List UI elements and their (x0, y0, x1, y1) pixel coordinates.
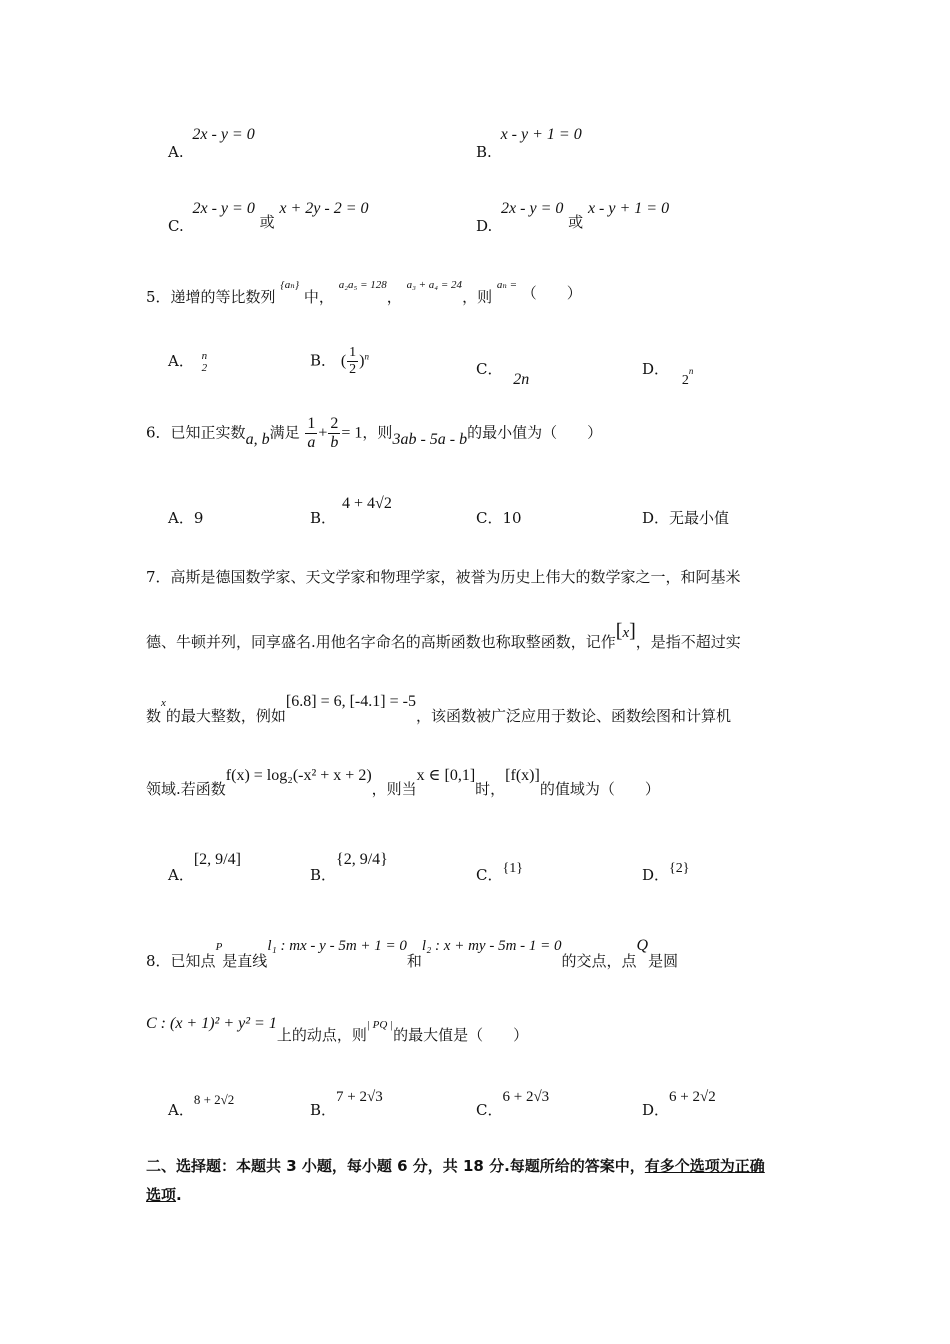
answer-paren: （ ） (521, 284, 582, 302)
option-value: 4 + 4√2 (342, 495, 392, 512)
math-base: 2 (681, 373, 689, 388)
q4-option-b[interactable] (476, 125, 582, 161)
option-value: 7 + 2√3 (336, 1089, 383, 1105)
denominator: 2 (349, 362, 357, 377)
q4-option-d[interactable] (476, 197, 670, 235)
option-label: B． (310, 351, 337, 370)
math-line-l2: l₂ : x + my - 5m - 1 = 0 (421, 938, 562, 954)
math-expression: 2x - y = 0 (192, 200, 255, 217)
option-value: 10 (502, 509, 522, 527)
option-value: 9 (193, 509, 204, 527)
question-text: 上的动点，则 (276, 1026, 367, 1044)
q7-option-d[interactable] (642, 856, 690, 884)
q5-option-d[interactable] (642, 358, 694, 388)
option-label: B. (476, 143, 492, 161)
option-label: D． (642, 866, 670, 884)
option-label: A． (168, 509, 194, 527)
option-label: D． (642, 509, 670, 527)
section-text: 二、选择题：本题共 3 小题，每小题 6 分，共 18 分.每题所给的答案中， (146, 1157, 645, 1175)
math-expression: x - y + 1 = 0 (587, 200, 670, 217)
question-text: 已知点 (170, 952, 216, 970)
option-label: B． (310, 866, 337, 884)
option-label: C． (476, 509, 503, 527)
q8-option-d[interactable] (642, 1085, 716, 1119)
option-label: A． (168, 866, 194, 884)
q5-stem (146, 272, 582, 306)
fraction: $\frac{2}{b}$ (330, 415, 339, 451)
or-text: 或 (568, 213, 584, 231)
option-label: A． (168, 1101, 194, 1119)
math-expression: x - y + 1 = 0 (500, 126, 582, 143)
q8-option-a[interactable] (168, 1088, 235, 1119)
q7-line-2: 德、牛顿并列，同享盛名.用他名字命名的高斯函数也称取整函数，记作[x]，是指不超过实 (146, 620, 741, 651)
math-condition: a₃ + a₄ = 24 (406, 279, 463, 291)
denominator: 2 (201, 361, 208, 374)
question-text: 满足 (269, 423, 300, 442)
q4-option-a[interactable] (168, 125, 255, 161)
question-text: 数 (146, 707, 162, 725)
option-value: [2, 9/4] (193, 851, 241, 868)
option-label: A． (168, 352, 194, 370)
option-value: 8 + 2√2 (193, 1092, 235, 1107)
question-text: 的交点，点 (561, 952, 637, 970)
q8-option-b[interactable] (310, 1085, 383, 1119)
q5-option-b[interactable]: B． ( $\frac{1}{2}$ )$^n$ (310, 345, 369, 377)
option-label: C． (476, 866, 503, 884)
q5-option-a[interactable] (168, 350, 210, 374)
question-text: 的值域为（ ） (539, 780, 660, 798)
fraction: $\frac{1}{a}$ (307, 415, 316, 451)
q4-option-c[interactable] (168, 197, 369, 235)
question-text: ，则 (362, 423, 393, 442)
question-number: 6． (146, 423, 171, 442)
question-text: 是直线 (222, 952, 268, 970)
question-text: 领域.若函数 (146, 780, 226, 798)
question-text: ，是指不超过实 (635, 633, 741, 651)
math-condition: a₂a₅ = 128 (338, 279, 387, 291)
math-example: [6.8] = 6, [-4.1] = -5 (285, 693, 416, 710)
q6-option-d[interactable] (642, 507, 729, 528)
math-expression: 3ab - 5a - b (392, 430, 468, 448)
question-text: ，则 (462, 288, 493, 306)
question-number: 8． (146, 952, 171, 970)
question-number: 5． (146, 288, 171, 306)
q7-line-4 (146, 764, 660, 798)
question-text: ，该函数被广泛应用于数论、函数绘图和计算机 (415, 707, 731, 725)
section-2-heading-line-2 (146, 1184, 182, 1205)
q6-stem: 6．已知正实数a, b满足 $\frac{1}{a}$ + $\frac{2}{b}$ = 1，则3ab - 5a - b的最小值为（ ） (146, 415, 603, 451)
option-label: B． (310, 1101, 337, 1119)
math-expression: 2x - y = 0 (192, 126, 255, 143)
option-value: {1} (502, 861, 523, 876)
option-label: D． (642, 1101, 670, 1119)
math-domain: x ∈ [0,1] (416, 767, 476, 784)
question-text: 时， (475, 780, 506, 798)
math-ask: aₙ = (496, 279, 517, 291)
math-expression: x + 2y - 2 = 0 (279, 200, 369, 217)
section-text-underlined: 有多个选项为正确 (644, 1157, 765, 1175)
q5-option-c[interactable] (476, 358, 530, 388)
q7-option-c[interactable] (476, 856, 523, 884)
exponent: n (688, 366, 694, 376)
numerator: n (201, 349, 208, 362)
math-sequence: {aₙ} (280, 279, 300, 291)
section-2-heading (146, 1155, 765, 1176)
question-text: 已知正实数 (170, 423, 246, 442)
question-text: 中， (303, 288, 334, 306)
q6-option-c[interactable] (476, 507, 522, 528)
math-expression: 2x - y = 0 (501, 200, 564, 217)
exponent: n (364, 351, 369, 362)
section-text-underlined: 选项 (146, 1186, 177, 1204)
option-value: 无最小值 (669, 509, 730, 527)
math-expression: 2n (513, 371, 530, 388)
q6-option-a[interactable] (168, 507, 203, 528)
option-value: {2} (669, 861, 690, 876)
math-vars: a, b (245, 430, 270, 448)
fraction (347, 346, 358, 377)
numerator: 1 (349, 345, 357, 360)
q7-line-1 (146, 566, 741, 587)
fraction (200, 351, 210, 374)
q7-line-3: 数x的最大整数，例如[6.8] = 6, [-4.1] = -5，该函数被广泛应用于数论、函数绘图和计算机 (146, 693, 731, 725)
option-label: C. (168, 217, 184, 235)
option-value: 6 + 2√3 (502, 1089, 550, 1105)
question-text: 递增的等比数列 (170, 288, 276, 306)
q7-option-a[interactable] (168, 838, 241, 884)
question-text: 和 (406, 952, 422, 970)
math-point-q: Q (636, 937, 649, 954)
q8-line-2 (146, 1012, 529, 1044)
option-label: B． (310, 509, 337, 527)
option-label: D. (476, 217, 493, 235)
q6-option-b[interactable] (310, 492, 392, 527)
math-circle: C : (x + 1)² + y² = 1 (146, 1015, 277, 1032)
math-target: [f(x)] (505, 767, 540, 784)
question-text: ，则当 (371, 780, 417, 798)
q8-line-1 (146, 934, 679, 970)
math-rhs: = 1 (341, 424, 363, 442)
question-text: 7．高斯是德国数学家、天文学家和物理学家，被誉为历史上伟大的数学家之一，和阿基米 (146, 568, 741, 586)
question-text: 的最大值是（ ） (393, 1026, 529, 1044)
option-label: C． (476, 1101, 503, 1119)
option-value: 6 + 2√2 (669, 1089, 716, 1105)
question-text: 德、牛顿并列，同享盛名.用他名字命名的高斯函数也称取整函数，记作 (146, 633, 616, 651)
math-function: f(x) = log₂(-x² + x + 2) (225, 767, 372, 784)
question-text: 的最大整数，例如 (165, 707, 286, 725)
option-label: C． (476, 360, 503, 378)
or-text: 或 (259, 213, 275, 231)
math-line-l1: l₁ : mx - y - 5m + 1 = 0 (267, 938, 407, 954)
q7-option-b[interactable] (310, 838, 388, 884)
option-label: D． (642, 360, 670, 378)
math-pq: | PQ | (366, 1019, 394, 1031)
q8-option-c[interactable] (476, 1085, 550, 1119)
question-text: 的最小值为（ ） (467, 423, 603, 442)
question-text: 是圆 (648, 952, 679, 970)
option-value: {2, 9/4} (336, 851, 388, 868)
math-point-p: P (215, 941, 223, 953)
section-text: . (176, 1186, 182, 1204)
question-text: ， (386, 288, 402, 306)
option-label: A. (168, 143, 184, 161)
